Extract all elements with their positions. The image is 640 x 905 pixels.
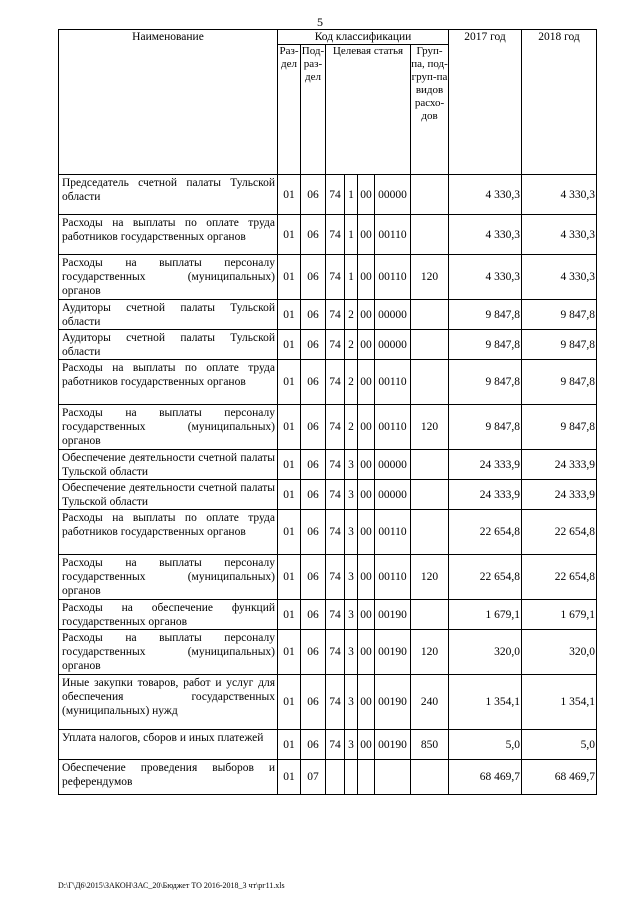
target-code-2 bbox=[345, 760, 358, 795]
target-code-1: 74 bbox=[326, 255, 345, 300]
table-row bbox=[59, 330, 597, 360]
value-2017: 5,0 bbox=[449, 730, 522, 760]
row-name: Обеспечение проведения выборов и референдумов bbox=[59, 760, 278, 795]
target-code-1: 74 bbox=[326, 300, 345, 330]
page-number: 5 bbox=[317, 15, 323, 29]
target-code-4: 00110 bbox=[375, 360, 411, 405]
target-code-2: 3 bbox=[345, 450, 358, 480]
expense-group-code bbox=[411, 215, 449, 255]
row-name: Председатель счетной палаты Тульской области bbox=[59, 175, 278, 215]
target-code-4 bbox=[375, 760, 411, 795]
header-2018: 2018 год bbox=[522, 30, 597, 175]
row-name: Иные закупки товаров, работ и услуг для обеспечения государственных (муниципальных) нужд bbox=[59, 675, 278, 730]
section-code: 01 bbox=[278, 480, 301, 510]
row-name: Обеспечение деятельности счетной палаты Тульской области bbox=[59, 480, 278, 510]
table-row bbox=[59, 630, 597, 675]
expense-group-code: 120 bbox=[411, 405, 449, 450]
section-code: 01 bbox=[278, 510, 301, 555]
header-group: Груп-па, под-груп-па видов расхо-дов bbox=[411, 45, 449, 175]
value-2018: 9 847,8 bbox=[522, 330, 597, 360]
row-name: Расходы на обеспечение функций государственных органов bbox=[59, 600, 278, 630]
target-code-3: 00 bbox=[358, 555, 375, 600]
value-2017: 9 847,8 bbox=[449, 405, 522, 450]
table-body bbox=[59, 175, 597, 795]
target-code-2: 1 bbox=[345, 175, 358, 215]
target-code-2: 2 bbox=[345, 405, 358, 450]
value-2017: 22 654,8 bbox=[449, 510, 522, 555]
target-code-3: 00 bbox=[358, 510, 375, 555]
section-code: 01 bbox=[278, 405, 301, 450]
section-code: 01 bbox=[278, 730, 301, 760]
row-name: Уплата налогов, сборов и иных платежей bbox=[59, 730, 278, 760]
section-code: 01 bbox=[278, 360, 301, 405]
row-name: Расходы на выплаты персоналу государственных (муниципальных) органов bbox=[59, 630, 278, 675]
target-code-3: 00 bbox=[358, 630, 375, 675]
target-code-3: 00 bbox=[358, 600, 375, 630]
table-row bbox=[59, 510, 597, 555]
section-code: 01 bbox=[278, 215, 301, 255]
value-2017: 24 333,9 bbox=[449, 450, 522, 480]
subsection-code: 06 bbox=[301, 450, 326, 480]
target-code-4: 00000 bbox=[375, 300, 411, 330]
target-code-1: 74 bbox=[326, 405, 345, 450]
value-2018: 9 847,8 bbox=[522, 360, 597, 405]
value-2018: 68 469,7 bbox=[522, 760, 597, 795]
target-code-4: 00000 bbox=[375, 175, 411, 215]
value-2018: 320,0 bbox=[522, 630, 597, 675]
value-2017: 4 330,3 bbox=[449, 215, 522, 255]
table-row bbox=[59, 760, 597, 795]
section-code: 01 bbox=[278, 255, 301, 300]
target-code-1: 74 bbox=[326, 630, 345, 675]
target-code-4: 00190 bbox=[375, 730, 411, 760]
target-code-3: 00 bbox=[358, 730, 375, 760]
table-row bbox=[59, 300, 597, 330]
row-name: Обеспечение деятельности счетной палаты Тульской области bbox=[59, 450, 278, 480]
expense-group-code bbox=[411, 480, 449, 510]
value-2017: 22 654,8 bbox=[449, 555, 522, 600]
target-code-2: 3 bbox=[345, 730, 358, 760]
target-code-4: 00110 bbox=[375, 405, 411, 450]
target-code-3: 00 bbox=[358, 255, 375, 300]
table-row bbox=[59, 600, 597, 630]
expense-group-code: 120 bbox=[411, 630, 449, 675]
subsection-code: 06 bbox=[301, 300, 326, 330]
subsection-code: 06 bbox=[301, 175, 326, 215]
subsection-code: 06 bbox=[301, 480, 326, 510]
table-row bbox=[59, 360, 597, 405]
table-row bbox=[59, 730, 597, 760]
table-row bbox=[59, 450, 597, 480]
budget-table bbox=[58, 29, 597, 795]
value-2018: 22 654,8 bbox=[522, 510, 597, 555]
table-row bbox=[59, 675, 597, 730]
expense-group-code bbox=[411, 175, 449, 215]
value-2018: 5,0 bbox=[522, 730, 597, 760]
expense-group-code: 240 bbox=[411, 675, 449, 730]
target-code-3: 00 bbox=[358, 480, 375, 510]
value-2018: 9 847,8 bbox=[522, 405, 597, 450]
value-2018: 24 333,9 bbox=[522, 450, 597, 480]
value-2017: 9 847,8 bbox=[449, 300, 522, 330]
section-code: 01 bbox=[278, 175, 301, 215]
value-2017: 4 330,3 bbox=[449, 255, 522, 300]
target-code-4: 00110 bbox=[375, 255, 411, 300]
header-2017: 2017 год bbox=[449, 30, 522, 175]
expense-group-code: 850 bbox=[411, 730, 449, 760]
target-code-4: 00000 bbox=[375, 450, 411, 480]
file-path-footer: D:\Г\Д6\2015\ЗАКОН\ЗАС_20\Бюджет ТО 2016-2018_3 чт\рг11.xls bbox=[58, 881, 285, 890]
subsection-code: 06 bbox=[301, 555, 326, 600]
target-code-3: 00 bbox=[358, 450, 375, 480]
value-2018: 1 354,1 bbox=[522, 675, 597, 730]
target-code-1: 74 bbox=[326, 730, 345, 760]
target-code-1: 74 bbox=[326, 675, 345, 730]
value-2018: 9 847,8 bbox=[522, 300, 597, 330]
value-2017: 4 330,3 bbox=[449, 175, 522, 215]
target-code-4: 00110 bbox=[375, 215, 411, 255]
target-code-1: 74 bbox=[326, 175, 345, 215]
target-code-1 bbox=[326, 760, 345, 795]
header-code: Код классификации bbox=[278, 30, 449, 45]
target-code-1: 74 bbox=[326, 480, 345, 510]
expense-group-code bbox=[411, 450, 449, 480]
value-2018: 4 330,3 bbox=[522, 215, 597, 255]
target-code-2: 2 bbox=[345, 330, 358, 360]
target-code-3: 00 bbox=[358, 300, 375, 330]
value-2017: 24 333,9 bbox=[449, 480, 522, 510]
row-name: Расходы на выплаты персоналу государственных (муниципальных) органов bbox=[59, 405, 278, 450]
target-code-2: 3 bbox=[345, 480, 358, 510]
section-code: 01 bbox=[278, 600, 301, 630]
value-2018: 4 330,3 bbox=[522, 175, 597, 215]
target-code-1: 74 bbox=[326, 360, 345, 405]
target-code-1: 74 bbox=[326, 600, 345, 630]
section-code: 01 bbox=[278, 760, 301, 795]
expense-group-code bbox=[411, 360, 449, 405]
target-code-1: 74 bbox=[326, 450, 345, 480]
expense-group-code bbox=[411, 760, 449, 795]
expense-group-code bbox=[411, 330, 449, 360]
subsection-code: 06 bbox=[301, 630, 326, 675]
target-code-3: 00 bbox=[358, 215, 375, 255]
header-subsection: Под-раз-дел bbox=[301, 45, 326, 175]
target-code-2: 3 bbox=[345, 600, 358, 630]
row-name: Расходы на выплаты по оплате труда работников государственных органов bbox=[59, 510, 278, 555]
target-code-4: 00000 bbox=[375, 480, 411, 510]
subsection-code: 06 bbox=[301, 405, 326, 450]
expense-group-code bbox=[411, 300, 449, 330]
row-name: Расходы на выплаты персоналу государственных (муниципальных) органов bbox=[59, 255, 278, 300]
target-code-1: 74 bbox=[326, 330, 345, 360]
target-code-4: 00110 bbox=[375, 510, 411, 555]
target-code-2: 2 bbox=[345, 300, 358, 330]
expense-group-code: 120 bbox=[411, 555, 449, 600]
expense-group-code bbox=[411, 600, 449, 630]
target-code-1: 74 bbox=[326, 215, 345, 255]
subsection-code: 06 bbox=[301, 600, 326, 630]
section-code: 01 bbox=[278, 330, 301, 360]
target-code-4: 00190 bbox=[375, 600, 411, 630]
target-code-3: 00 bbox=[358, 675, 375, 730]
header-section: Раз-дел bbox=[278, 45, 301, 175]
table-row bbox=[59, 555, 597, 600]
value-2018: 24 333,9 bbox=[522, 480, 597, 510]
row-name: Расходы на выплаты по оплате труда работников государственных органов bbox=[59, 360, 278, 405]
value-2017: 9 847,8 bbox=[449, 330, 522, 360]
row-name: Аудиторы счетной палаты Тульской области bbox=[59, 300, 278, 330]
target-code-1: 74 bbox=[326, 510, 345, 555]
row-name: Расходы на выплаты персоналу государственных (муниципальных) органов bbox=[59, 555, 278, 600]
table-row bbox=[59, 175, 597, 215]
target-code-3: 00 bbox=[358, 405, 375, 450]
subsection-code: 06 bbox=[301, 330, 326, 360]
header-target: Целевая статья bbox=[326, 45, 411, 175]
header-name: Наименование bbox=[59, 30, 278, 175]
row-name: Расходы на выплаты по оплате труда работников государственных органов bbox=[59, 215, 278, 255]
target-code-2: 1 bbox=[345, 255, 358, 300]
value-2018: 4 330,3 bbox=[522, 255, 597, 300]
row-name: Аудиторы счетной палаты Тульской области bbox=[59, 330, 278, 360]
target-code-4: 00190 bbox=[375, 630, 411, 675]
target-code-2: 3 bbox=[345, 630, 358, 675]
value-2018: 1 679,1 bbox=[522, 600, 597, 630]
section-code: 01 bbox=[278, 300, 301, 330]
section-code: 01 bbox=[278, 555, 301, 600]
value-2018: 22 654,8 bbox=[522, 555, 597, 600]
section-code: 01 bbox=[278, 630, 301, 675]
section-code: 01 bbox=[278, 450, 301, 480]
table-row bbox=[59, 480, 597, 510]
target-code-4: 00190 bbox=[375, 675, 411, 730]
subsection-code: 07 bbox=[301, 760, 326, 795]
section-code: 01 bbox=[278, 675, 301, 730]
table-row bbox=[59, 255, 597, 300]
expense-group-code: 120 bbox=[411, 255, 449, 300]
value-2017: 9 847,8 bbox=[449, 360, 522, 405]
subsection-code: 06 bbox=[301, 675, 326, 730]
subsection-code: 06 bbox=[301, 730, 326, 760]
subsection-code: 06 bbox=[301, 215, 326, 255]
table-row bbox=[59, 405, 597, 450]
value-2017: 68 469,7 bbox=[449, 760, 522, 795]
target-code-4: 00000 bbox=[375, 330, 411, 360]
target-code-3: 00 bbox=[358, 330, 375, 360]
value-2017: 320,0 bbox=[449, 630, 522, 675]
target-code-1: 74 bbox=[326, 555, 345, 600]
target-code-2: 3 bbox=[345, 675, 358, 730]
expense-group-code bbox=[411, 510, 449, 555]
value-2017: 1 679,1 bbox=[449, 600, 522, 630]
target-code-3: 00 bbox=[358, 175, 375, 215]
subsection-code: 06 bbox=[301, 360, 326, 405]
subsection-code: 06 bbox=[301, 255, 326, 300]
value-2017: 1 354,1 bbox=[449, 675, 522, 730]
target-code-2: 2 bbox=[345, 360, 358, 405]
target-code-3: 00 bbox=[358, 360, 375, 405]
subsection-code: 06 bbox=[301, 510, 326, 555]
target-code-3 bbox=[358, 760, 375, 795]
target-code-2: 3 bbox=[345, 555, 358, 600]
table-row bbox=[59, 215, 597, 255]
target-code-2: 3 bbox=[345, 510, 358, 555]
target-code-4: 00110 bbox=[375, 555, 411, 600]
target-code-2: 1 bbox=[345, 215, 358, 255]
